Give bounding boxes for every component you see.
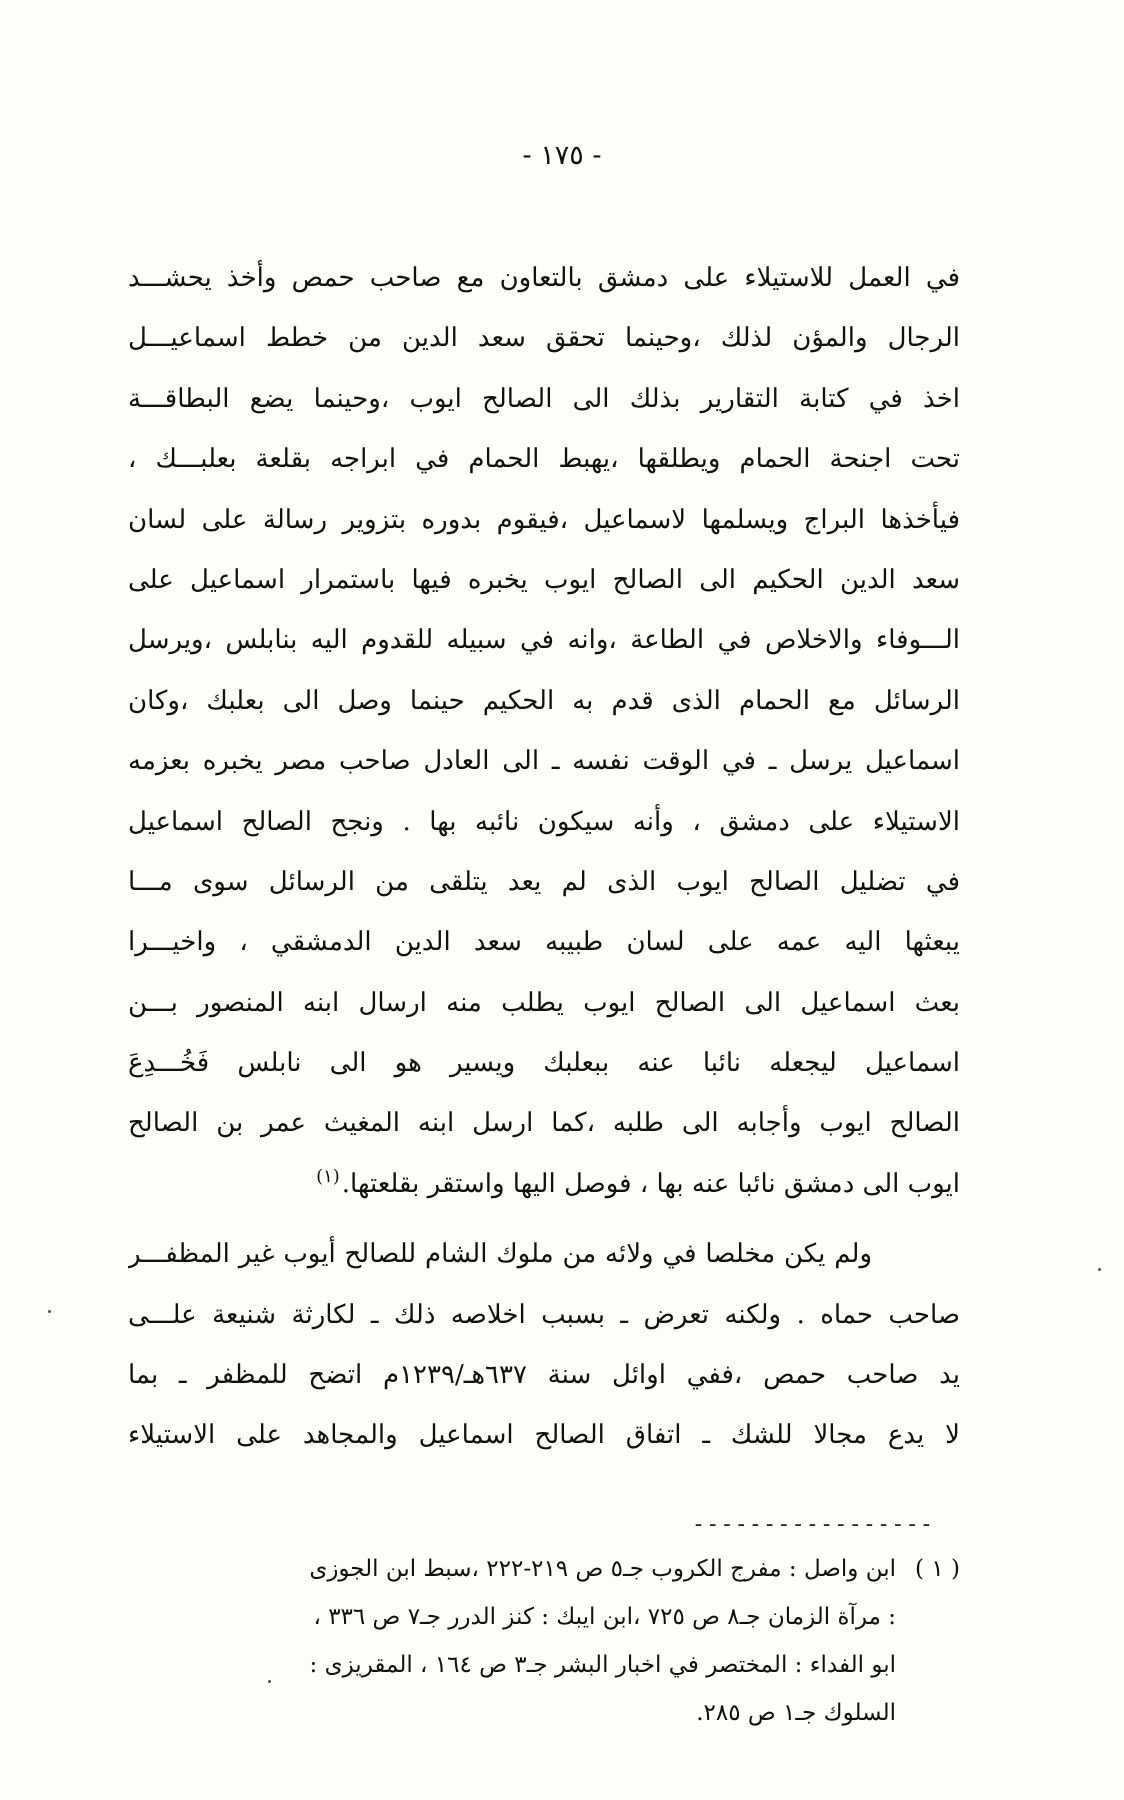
scan-speck	[1098, 1268, 1101, 1271]
footnote-line	[160, 1545, 960, 1593]
text-line: الرسائل مع الحمام الذى قدم به الحكيم حينما وصل الى بعلبك ،وكان	[128, 685, 960, 716]
text-line: الصالح ايوب وأجابه الى طلبه ،كما ارسل ابنه المغيث عمر بن الصالح	[128, 1108, 960, 1139]
text-line: صاحب حماه . ولكنه تعرض ـ بسبب اخلاصه ذلك ـ لكارثة شنيعة علـــى	[128, 1299, 960, 1330]
text-line: يد صاحب حمص ،ففي اوائل سنة ٦٣٧هـ/١٢٣٩م اتضح للمظفر ـ بما	[128, 1360, 960, 1391]
text-line: الرجال والمؤن لذلك ،وحينما تحقق سعد الدين من خطط اسماعيـــل	[128, 323, 960, 354]
text-line-content: ايوب الى دمشق نائبا عنه بها ، فوصل اليها واستقر بقلعتها.	[341, 1168, 960, 1199]
text-line: ولم يكن مخلصا في ولائه من ملوك الشام للصالح أيوب غير المظفـــر	[128, 1239, 872, 1270]
text-line: فيأخذها البراج ويسلمها لاسماعيل ،فيقوم بدوره بتزوير رسالة على لسان	[128, 504, 960, 535]
text-line: اسماعيل يرسل ـ في الوقت نفسه ـ الى العادل صاحب مصر يخبره بعزمه	[128, 746, 960, 777]
text-line: اسماعيل ليجعله نائبا عنه ببعلبك ويسير هو الى نابلس فَخُـــدِعَ	[128, 1048, 960, 1079]
text-line: سعد الدين الحكيم الى الصالح ايوب يخبره فيها باستمرار اسماعيل على	[128, 564, 960, 595]
text-line-last	[128, 1154, 960, 1214]
footnote-reference: (١)	[316, 1166, 340, 1188]
text-line: تحت اجنحة الحمام ويطلقها ،يهبط الحمام في ابراجه بقلعة بعلبـــك ،	[128, 444, 960, 475]
text-line: في تضليل الصالح ايوب الذى لم يعد يتلقى من الرسائل سوى مـــا	[128, 866, 960, 897]
text-line: لا يدع مجالا للشك ـ اتفاق الصالح اسماعيل والمجاهد على الاستيلاء	[128, 1420, 960, 1451]
text-line: في العمل للاستيلاء على دمشق بالتعاون مع صاحب حمص وأخذ يحشـــد	[128, 263, 960, 293]
paragraph-gap	[128, 1214, 960, 1224]
footnote-line: السلوك جـ١ ص ٢٨٥.	[696, 1700, 896, 1726]
page-number: - ١٧٥ -	[522, 140, 602, 171]
main-text	[128, 248, 960, 1466]
scan-speck	[268, 1680, 271, 1683]
scan-speck	[48, 1310, 51, 1313]
footnotes	[160, 1545, 960, 1737]
footnote-marker: ( ١ )	[915, 1556, 960, 1582]
footnote-line: ابو الفداء : المختصر في اخبار البشر جـ٣ ص ١٦٤ ، المقريزى :	[309, 1652, 896, 1678]
footnote-separator: -----------------	[691, 1512, 934, 1537]
text-line: اخذ في كتابة التقارير بذلك الى الصالح ايوب ،وحينما يضع البطاقـــة	[128, 383, 960, 414]
text-line: بعث اسماعيل الى الصالح ايوب يطلب منه ارسال ابنه المنصور بـــن	[128, 987, 960, 1018]
text-line: الاستيلاء على دمشق ، وأنه سيكون نائبه بها . ونجح الصالح اسماعيل	[128, 806, 960, 837]
footnote-text: ابن واصل : مفرج الكروب جـ٥ ص ٢١٩-٢٢٢ ،سبط ابن الجوزى	[309, 1556, 896, 1582]
footnote-line: : مرآة الزمان جـ٨ ص ٧٢٥ ،ابن ايبك : كنز الدرر جـ٧ ص ٣٣٦ ،	[313, 1604, 896, 1630]
text-line: يبعثها اليه عمه على لسان طبيبه سعد الدين الدمشقي ، واخيـــرا	[128, 927, 960, 958]
text-line: الـــوفاء والاخلاص في الطاعة ،وانه في سبيله للقدوم اليه بنابلس ،ويرسل	[128, 625, 960, 656]
